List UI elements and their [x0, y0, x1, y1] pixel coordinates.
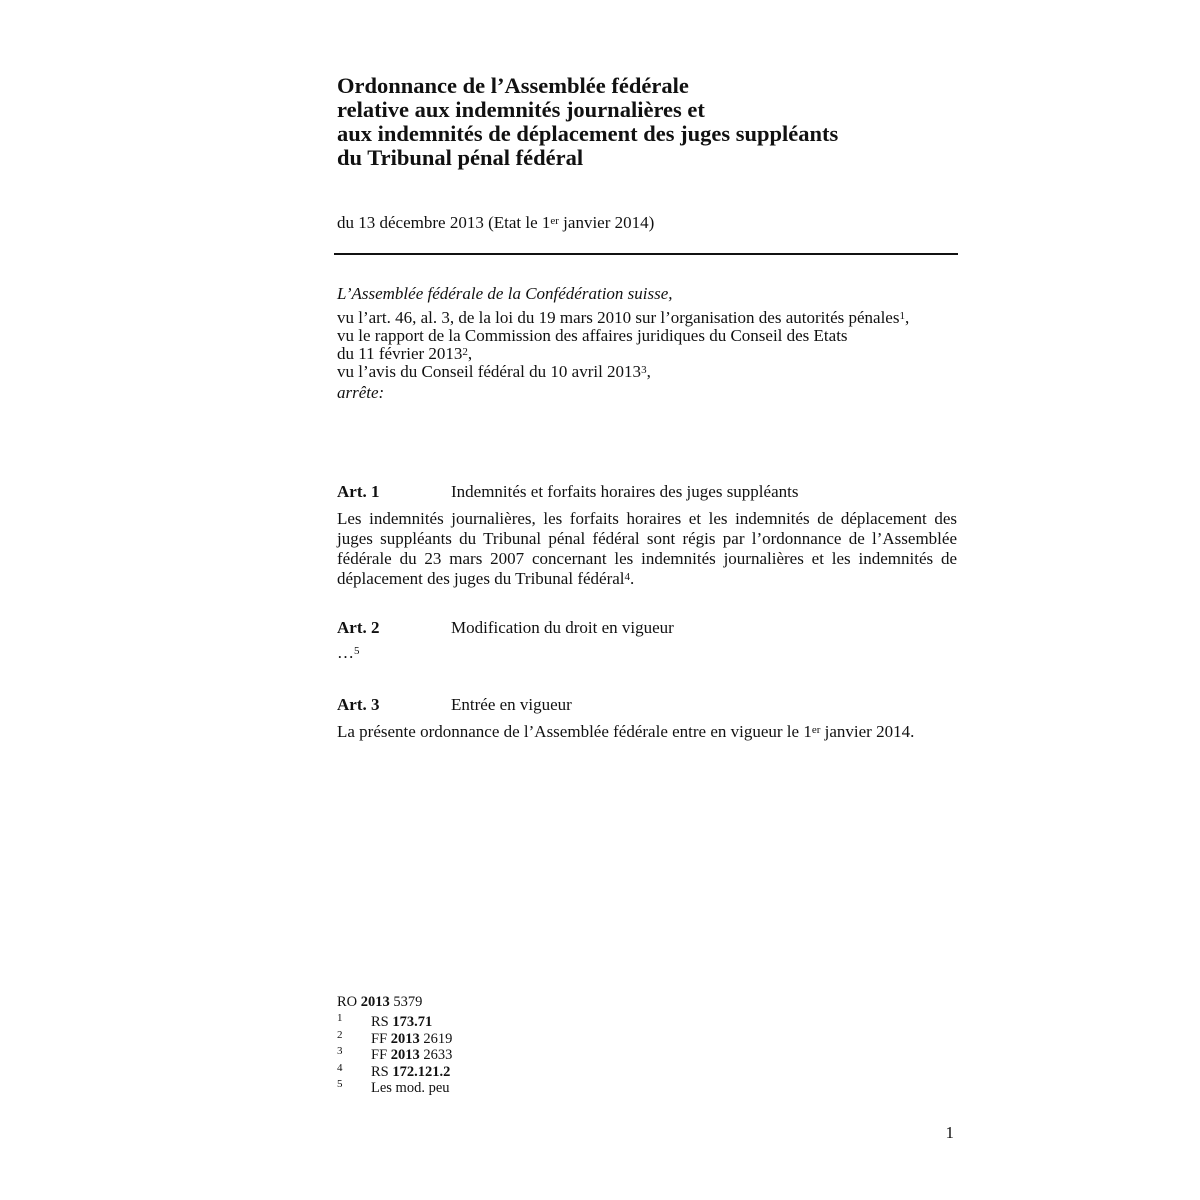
article-text: La présente ordonnance de l’Assemblée fédérale entre en vigueur le 1	[337, 722, 812, 741]
footnote-ref[interactable]: 4	[624, 571, 631, 583]
article-title: Indemnités et forfaits horaires des juges suppléants	[451, 482, 799, 501]
article-text: janvier 2014.	[820, 722, 915, 741]
footnote-text[interactable]	[371, 1064, 450, 1081]
article-heading	[337, 694, 957, 716]
ref-prefix: RO	[337, 994, 361, 1010]
footnotes	[337, 993, 452, 1097]
footnote-ref-bold: 173.71	[392, 1014, 433, 1030]
date-superscript: er	[550, 215, 559, 227]
footnote-prefix: RS	[371, 1014, 393, 1030]
footnote-ref-bold: 172.121.2	[392, 1063, 451, 1080]
ref-page: 5379	[389, 994, 423, 1010]
header-divider	[334, 253, 958, 255]
article-punct: .	[630, 569, 635, 588]
footnote-mark: 4	[337, 1061, 343, 1074]
footnote-prefix: RS	[371, 1063, 393, 1080]
official-compilation-ref	[337, 993, 452, 1011]
article-text: …	[337, 643, 354, 662]
article-heading	[337, 481, 957, 503]
preamble-line-report: vu le rapport de la Commission des affaires juridiques du Conseil des Etats	[337, 326, 848, 345]
article-heading	[337, 617, 957, 639]
footnote-prefix: FF	[371, 1047, 391, 1063]
preamble-text: vu l’avis du Conseil fédéral du 10 avril 2013	[337, 362, 642, 381]
article-number: Art. 2	[337, 618, 380, 637]
preamble-line-report-date	[337, 345, 977, 363]
article-2	[337, 617, 957, 663]
preamble-enacting-clause: arrête:	[337, 383, 385, 402]
preamble-text: du 11 février 2013	[337, 344, 463, 363]
footnote-ref-bold: 2013	[390, 1030, 420, 1047]
footnote-ref[interactable]: 2	[462, 346, 468, 358]
article-body	[337, 643, 957, 663]
preamble-punct: ,	[646, 362, 651, 381]
article-number: Art. 3	[337, 695, 380, 714]
footnote-ref[interactable]: 3	[641, 364, 647, 376]
article-body	[337, 509, 957, 589]
footnote-suffix: 2633	[419, 1047, 453, 1063]
article-title: Entrée en vigueur	[451, 695, 572, 714]
date-prefix: du 13 décembre 2013 (Etat le 1	[337, 213, 551, 232]
footnote-prefix: Les mod. peu	[371, 1080, 450, 1096]
preamble	[337, 283, 977, 404]
preamble-line-opinion	[337, 363, 977, 381]
article-1	[337, 481, 957, 589]
footnote-prefix: FF	[371, 1030, 391, 1047]
ordinal-superscript: er	[811, 724, 821, 736]
article-text: Les indemnités journalières, les forfaits horaires et les indemnités de déplacement des juges suppléants du Tribunal pénal fédéral sont régis par l’ordonnance de l’Assemblée fédérale du 23 mars 2007 concernant les indemnités journalières et les indemnités de déplacement des juges du Tribunal fédéral	[337, 509, 957, 588]
preamble-authority: L’Assemblée fédérale de la Confédération suisse,	[337, 284, 673, 303]
footnote-text[interactable]	[371, 1047, 452, 1064]
footnote-mark: 3	[337, 1045, 343, 1057]
footnote-text	[371, 1080, 450, 1097]
footnote-text[interactable]	[371, 1014, 432, 1031]
footnote-ref-bold: 2013	[390, 1047, 420, 1063]
preamble-punct: ,	[467, 344, 473, 363]
article-3	[337, 694, 957, 742]
footnote	[337, 1080, 452, 1097]
date-suffix: janvier 2014)	[558, 213, 655, 232]
document-title	[337, 74, 977, 170]
title-line: Ordonnance de l’Assemblée fédérale	[337, 73, 689, 98]
footnote-mark: 1	[337, 1012, 343, 1024]
footnote-ref[interactable]: 1	[899, 310, 905, 322]
title-line: du Tribunal pénal fédéral	[337, 145, 584, 170]
footnote-mark: 2	[337, 1028, 343, 1041]
preamble-line-legal-basis	[337, 309, 977, 327]
footnote-text[interactable]	[371, 1031, 452, 1048]
document-date	[337, 212, 654, 234]
article-title: Modification du droit en vigueur	[451, 618, 674, 637]
title-line: aux indemnités de déplacement des juges suppléants	[337, 121, 839, 146]
title-line: relative aux indemnités journalières et	[337, 97, 705, 122]
preamble-text: vu l’art. 46, al. 3, de la loi du 19 mars 2010 sur l’organisation des autorités pénales	[337, 308, 900, 327]
page-number: 1	[945, 1123, 954, 1142]
article-body	[337, 722, 957, 742]
preamble-punct: ,	[904, 308, 910, 327]
footnote-mark: 5	[337, 1078, 343, 1090]
footnote-suffix: 2619	[419, 1030, 453, 1047]
article-number: Art. 1	[337, 482, 380, 501]
ref-year: 2013	[360, 994, 390, 1010]
footnote-ref[interactable]: 5	[354, 645, 360, 657]
